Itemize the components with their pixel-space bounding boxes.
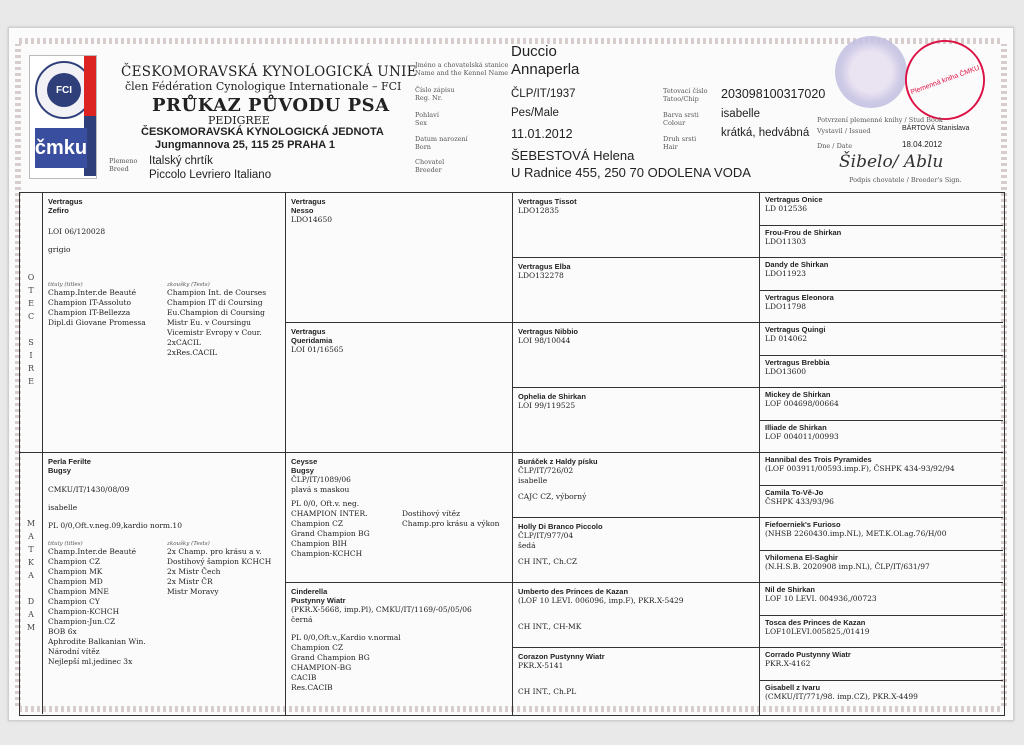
ancestor-reg: LOI 99/119525: [518, 401, 576, 410]
ancestor-test: Dostihový vítěz: [402, 509, 461, 518]
ancestor-titles: CH INT., CH-MK: [518, 622, 582, 631]
ancestor-health: PL 0/0,Oft.v.,Kardio v.normal: [291, 633, 401, 642]
breed-en: Piccolo Levriero Italiano: [149, 169, 272, 181]
ancestor-cell: [513, 648, 759, 715]
ancestor-name: Frou-Frou de Shirkan: [765, 227, 842, 237]
ancestor-title: CHAMPION INTER.: [291, 509, 368, 518]
ancestor-colour: isabelle: [518, 476, 548, 485]
sex-value: Pes/Male: [511, 107, 559, 119]
ancestor-cell: [760, 518, 1003, 551]
ancestor-name: Ophelia de Shirkan: [518, 392, 586, 401]
ancestor-name: Mickey de Shirkan: [765, 390, 831, 399]
ancestor-reg: ČSHPK 433/93/96: [765, 496, 834, 506]
dog-name: Duccio: [511, 43, 557, 60]
hologram-stamp: [835, 36, 907, 108]
sire-sire-cell: [286, 193, 512, 323]
ancestor-cell: [760, 226, 1003, 259]
ancestor-colour: plavá s maskou: [291, 485, 350, 494]
reg-label: Číslo zápisu Reg. Nr.: [415, 86, 455, 102]
ancestor-reg: LD 014062: [765, 334, 808, 343]
ancestor-reg: LDO13600: [765, 366, 807, 376]
dam-name-line2: Bugsy: [48, 466, 71, 475]
dob-value: 11.01.2012: [511, 127, 573, 141]
dam-test: Dostihový šampion KCHCH: [167, 557, 272, 566]
ancestor-reg: LD 012536: [765, 204, 808, 213]
ancestor-name: Vhilomena El-Saghir: [765, 552, 838, 562]
ancestor-reg: LDO12835: [518, 206, 560, 215]
issue-date: 18.04.2012: [902, 140, 943, 149]
sex-label: Pohlaví Sex: [415, 111, 439, 127]
ancestor-name: Gisabell z Ivaru: [765, 682, 821, 692]
sire-dam-cell: [286, 323, 512, 453]
doc-subtitle: PEDIGREE: [208, 114, 270, 127]
ancestor-name: Corrado Pustynny Wiatr: [765, 650, 851, 659]
sire-titles-label: tituly (titles): [48, 282, 83, 288]
ancestor-reg: (LOF 10 LEVI. 006096, imp.F), PKR.X-5429: [518, 596, 684, 605]
ancestor-cell: [513, 323, 759, 388]
ancestor-name: Vertragus Elba: [518, 262, 571, 271]
ancestor-name: Tosca des Princes de Kazan: [765, 617, 866, 627]
ancestor-cell: [513, 583, 759, 648]
ancestor-name: Vertragus Eleonora: [765, 292, 834, 302]
ancestor-reg: LOI 98/10044: [518, 336, 571, 345]
generation-4-column: [760, 193, 1003, 715]
dam-dam-cell: [286, 583, 512, 715]
generation-1-column: [43, 193, 286, 715]
breeder-name: ŠEBESTOVÁ Helena: [511, 148, 635, 163]
doc-title: PRŮKAZ PŮVODU PSA: [152, 95, 390, 116]
dam-test: Mistr Moravy: [167, 587, 219, 596]
club-address: Jungmannova 25, 115 25 PRAHA 1: [155, 139, 335, 151]
sire-test: Vicemistr Evropy v Cour.: [167, 328, 262, 337]
ancestor-reg: LDO11798: [765, 301, 807, 311]
dam-name-line1: Perla Ferilte: [48, 457, 91, 466]
date-label: Dne / Date: [817, 142, 853, 150]
dam-side-label: M A T K A D A M: [20, 453, 43, 714]
sire-name-line1: Vertragus: [48, 197, 83, 206]
ancestor-name: Buráček z Haldy písku: [518, 457, 598, 466]
dam-title: Champion-KCHCH: [48, 607, 120, 616]
ancestor-title: Grand Champion BG: [291, 529, 370, 538]
generation-3-column: [513, 193, 760, 715]
dam-test: 2x Mistr Čech: [167, 567, 221, 576]
dam-title: Champion MD: [48, 577, 103, 586]
ancestor-reg: PKR.X-5141: [518, 661, 564, 670]
ancestor-title: Grand Champion BG: [291, 653, 370, 662]
ancestor-cell: [760, 356, 1003, 389]
ancestor-reg: (CMKU/IT/771/98. imp.CZ), PKR.X-4499: [765, 691, 918, 701]
dam-test: 2x Mistr ČR: [167, 577, 213, 586]
ancestor-reg: (NHSB 2260430.imp.NL), MET.K.Ol.ag.76/H/00: [765, 529, 947, 538]
ancestor-cell: [760, 323, 1003, 356]
ancestor-cell: [760, 681, 1003, 716]
studbook-label: Potvrzení plemenné knihy / Stud Book: [817, 116, 943, 124]
ancestor-name: Camila To-Vě-Jo: [765, 487, 824, 497]
dam-reg: CMKU/IT/1430/08/09: [48, 485, 130, 494]
sire-tests-label: zkoušky (Tests): [167, 282, 210, 288]
hair-value: krátká, hedvábná: [721, 127, 810, 139]
ancestor-reg: (LOF 003911/00593.imp.F), ČSHPK 434-93/92/94: [765, 464, 955, 473]
ancestor-cell: [513, 258, 759, 323]
ancestor-colour: šedá: [518, 541, 536, 550]
ancestor-name: Nil de Shirkan: [765, 585, 816, 594]
dam-title: BOB 6x: [48, 627, 77, 636]
ancestor-titles: CH INT., Ch.PL: [518, 687, 577, 696]
ancestor-cell: [760, 453, 1003, 486]
ancestor-reg: LDO11303: [765, 236, 807, 246]
ancestor-name: Umberto des Princes de Kazan: [518, 587, 629, 596]
ancestor-name: Vertragus: [291, 197, 326, 206]
ancestor-cell: [513, 518, 759, 583]
dob-label: Datum narození Born: [415, 135, 468, 151]
dam-cell: [43, 453, 285, 715]
dam-title: Národní vítěz: [48, 647, 100, 656]
dam-test: 2x Champ. pro krásu a v.: [167, 547, 262, 556]
hair-label: Druh srsti Hair: [663, 135, 697, 151]
dam-colour: isabelle: [48, 503, 78, 512]
ancestor-cell: [760, 616, 1003, 649]
ancestor-cell: [760, 258, 1003, 291]
ancestor-title: Res.CACIB: [291, 683, 333, 692]
sire-title: Dipl.di Giovane Promessa: [48, 318, 146, 327]
ancestor-reg: LDO132278: [518, 271, 564, 280]
fci-emblem: FCI: [35, 61, 93, 119]
ancestor-titles: CAJC CZ, výborný: [518, 492, 587, 501]
breed-cz: Italský chrtík: [149, 155, 213, 167]
sire-cell: [43, 193, 285, 453]
ancestor-cell: [760, 291, 1003, 324]
sire-test: Mistr Eu. v Coursingu: [167, 318, 251, 327]
ancestor-cell: [513, 453, 759, 518]
dam-title: Champion-Jun.CZ: [48, 617, 116, 626]
sire-title: Champ.Inter.de Beauté: [48, 288, 137, 297]
sire-test: 2xRes.CACIL: [167, 348, 218, 357]
dam-title: Champion CY: [48, 597, 100, 606]
ancestor-reg: PKR.X-4162: [765, 659, 811, 668]
ancestor-reg: ČLP/IT/726/02: [518, 466, 574, 475]
ancestor-name: Bugsy: [291, 466, 314, 475]
ancestor-name: Queridamia: [291, 336, 333, 345]
cmku-logo: čmku: [35, 128, 87, 168]
breeder-signature: Šibelo/ Ablu: [839, 152, 944, 172]
ancestor-reg: ČLP/IT/977/04: [518, 531, 574, 540]
ancestor-titles: CH INT., Ch.CZ: [518, 557, 578, 566]
ancestor-name: Hannibal des Trois Pyramides: [765, 455, 872, 464]
fci-cmku-logo: [29, 55, 97, 179]
ancestor-cell: [760, 551, 1003, 584]
ancestor-name: Ceysse: [291, 457, 318, 466]
dam-tests-label: zkoušky (Tests): [167, 541, 210, 547]
sire-side-label: O T E C S I R E: [20, 193, 43, 453]
breeder-sign-label: Podpis chovatele / Breeder's Sign.: [849, 176, 962, 184]
ancestor-reg: LOF 004011/00993: [765, 431, 839, 441]
ancestor-name: Vertragus: [291, 327, 326, 336]
dam-title: Champ.Inter.de Beauté: [48, 547, 137, 556]
breed-label: Plemeno Breed: [109, 157, 138, 173]
ancestor-cell: [760, 388, 1003, 421]
generation-2-column: [286, 193, 513, 715]
ancestor-reg: LOI 01/16565: [291, 345, 344, 354]
club-name: ČESKOMORAVSKÁ KYNOLOGICKÁ JEDNOTA: [141, 126, 384, 138]
ancestor-cell: [513, 193, 759, 258]
dam-title: Champion CZ: [48, 557, 101, 566]
ancestor-cell: [760, 193, 1003, 226]
ancestor-name: Vertragus Nibbio: [518, 327, 579, 336]
ancestor-reg: ČLP/IT/1089/06: [291, 475, 351, 484]
colour-value: isabelle: [721, 108, 760, 120]
tattoo-value: 203098100317020: [721, 87, 826, 101]
ancestor-reg: LDO11923: [765, 269, 807, 278]
dam-health: PL 0/0,Oft.v.neg.09,kardio norm.10: [48, 521, 182, 530]
sire-name-line2: Zefiro: [48, 206, 69, 215]
ancestor-name: Dandy de Shirkan: [765, 260, 829, 269]
ancestor-title: CHAMPION-BG: [291, 663, 352, 672]
ancestor-reg: LOF10LEVI.005825,/01419: [765, 626, 870, 636]
cmku-red-stamp: Plemenná kniha ČMKU: [894, 29, 997, 132]
ancestor-name: Fiefoerniek's Furioso: [765, 520, 841, 529]
ancestor-cell: [760, 583, 1003, 616]
pedigree-document: [8, 27, 1014, 721]
ancestor-name: Vertragus Tissot: [518, 197, 577, 206]
sire-title: Champion IT-Assoluto: [48, 298, 132, 307]
ancestor-cell: [760, 648, 1003, 681]
ancestor-name: Nesso: [291, 206, 314, 215]
ancestor-test: Champ.pro krásu a výkon: [402, 519, 500, 528]
issued-by: BÁRTOVÁ Stanislava: [902, 125, 970, 132]
ancestor-title: Champion CZ: [291, 643, 344, 652]
ancestor-title: Champion CZ: [291, 519, 344, 528]
ancestor-name: Vertragus Onice: [765, 195, 823, 204]
ancestor-name: Cinderella: [291, 587, 328, 596]
sire-title: Champion IT-Bellezza: [48, 308, 131, 317]
ancestor-reg: LOF 004698/00664: [765, 399, 839, 408]
ancestor-name: Corazon Pustynny Wiatr: [518, 652, 605, 661]
ancestor-reg: LOF 10 LEVI. 004936,/00723: [765, 594, 877, 603]
ancestor-name: Vertragus Quingi: [765, 325, 826, 334]
sire-colour: grigio: [48, 245, 71, 254]
name-label: Jméno a chovatelská stanice Name and the Kennel Name: [415, 61, 509, 77]
ancestor-name: Pustynny Wiatr: [291, 596, 346, 605]
dam-title: Champion MNE: [48, 587, 109, 596]
ancestor-cell: [760, 486, 1003, 519]
dam-sire-cell: [286, 453, 512, 583]
ancestor-reg: (N.H.S.B. 2020908 imp.NL), ČLP/IT/631/97: [765, 561, 930, 571]
dam-title: Champion MK: [48, 567, 103, 576]
sire-test: Eu.Champion di Coursing: [167, 308, 265, 317]
ancestor-title: Champion-KCHCH: [291, 549, 363, 558]
breeder-address: U Radnice 455, 250 70 ODOLENA VODA: [511, 165, 751, 180]
ancestor-name: Vertragus Brebbia: [765, 357, 830, 367]
pedigree-table: [19, 192, 1005, 716]
sire-test: 2xCACIL: [167, 338, 201, 347]
tattoo-label: Tetovací číslo Tatoo/Chip: [663, 87, 708, 103]
dam-titles-label: tituly (titles): [48, 541, 83, 547]
dam-title: Aphrodite Balkanian Win.: [48, 637, 146, 646]
ancestor-name: Holly Di Branco Piccolo: [518, 522, 603, 531]
ancestor-reg: (PKR.X-5668, imp.Pl), CMKU/IT/1169/-05/05/06: [291, 605, 472, 614]
sire-test: Champion IT di Coursing: [167, 298, 263, 307]
colour-label: Barva srsti Colour: [663, 111, 699, 127]
breeder-label: Chovatel Breeder: [415, 158, 445, 174]
ancestor-cell: [513, 388, 759, 453]
ancestor-title: CACIB: [291, 673, 317, 682]
reg-number: ČLP/IT/1937: [511, 88, 576, 100]
org-name: ČESKOMORAVSKÁ KYNOLOGICKÁ UNIE: [121, 64, 417, 80]
ancestor-colour: černá: [291, 615, 313, 624]
ancestor-cell: [760, 421, 1003, 454]
sire-test: Champion Int. de Courses: [167, 288, 267, 297]
ancestor-name: Illiade de Shirkan: [765, 422, 827, 432]
org-subtitle: člen Fédération Cynologique Internationale – FCI: [125, 80, 402, 93]
ancestor-reg: LDO14650: [291, 215, 333, 224]
issued-label: Vystavil / Issued: [817, 127, 871, 135]
ancestor-title: Champion BIH: [291, 539, 348, 548]
kennel-name: Annaperla: [511, 61, 580, 78]
dam-title: Nejlepší ml.jedinec 3x: [48, 657, 133, 666]
ancestor-health: PL 0/0, Oft.v. neg.: [291, 499, 360, 508]
sire-reg: LOI 06/120028: [48, 227, 106, 236]
